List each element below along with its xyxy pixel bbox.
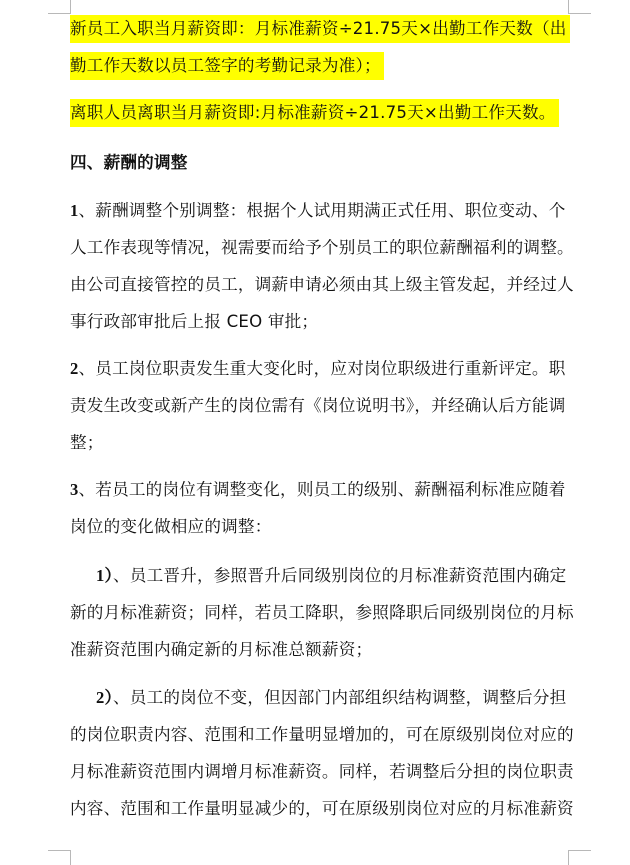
item1-line-4: 事行政部审批后上报 CEO 审批； [70, 312, 319, 331]
item1-line-2: 人工作表现等情况，视需要而给予个别员工的职位薪酬福利的调整。 [70, 238, 574, 257]
item-number: 1 [70, 201, 79, 220]
page-corner-top-right [568, 0, 591, 14]
page-corner-bottom-left [48, 850, 71, 865]
sub1-line-2: 新的月标准薪资；同样，若员工降职，参照降职后同级别岗位的月标 [70, 603, 574, 622]
item2-line-1 [70, 359, 566, 379]
item2-line-3: 整； [70, 433, 104, 452]
sub-item-number: 1） [96, 566, 113, 585]
section-heading: 四、薪酬的调整 [70, 153, 188, 172]
page-corner-bottom-right [568, 850, 591, 865]
item2-line-2: 责发生改变或新产生的岗位需有《岗位说明书》，并经确认后方能调 [70, 396, 566, 415]
highlighted-text: 勤工作天数以员工签字的考勤记录为准）； [70, 52, 384, 80]
sub2-line-2: 的岗位职责内容、范围和工作量明显增加的，可在原级别岗位对应的 [70, 725, 574, 744]
highlighted-text: 离职人员离职当月薪资即:月标准薪资÷21.75天×出勤工作天数。 [70, 99, 559, 127]
item3-line-2: 岗位的变化做相应的调整： [70, 517, 272, 536]
new-hire-salary-line-2[interactable] [70, 56, 384, 76]
sub1-line-3: 准薪资范围内确定新的月标准总额薪资； [70, 640, 373, 659]
sub-item-text: 、员工晋升，参照晋升后同级别岗位的月标准薪资范围内确定 [113, 566, 567, 585]
sub-item-text: 、员工的岗位不变，但因部门内部组织结构调整，调整后分担 [113, 688, 567, 707]
new-hire-salary-line-1[interactable] [70, 19, 570, 39]
item-text: 、员工岗位职责发生重大变化时，应对岗位职级进行重新评定。职 [78, 359, 566, 378]
sub1-line-1 [96, 566, 566, 586]
item3-line-1 [70, 480, 566, 500]
highlighted-text: 新员工入职当月薪资即：月标准薪资÷21.75天×出勤工作天数（出 [70, 15, 570, 43]
page-corner-top-left [48, 0, 71, 14]
item-text: 、若员工的岗位有调整变化，则员工的级别、薪酬福利标准应随着 [78, 480, 566, 499]
item-text: 、薪酬调整个别调整：根据个人试用期满正式任用、职位变动、个 [78, 201, 566, 220]
sub2-line-4: 内容、范围和工作量明显减少的，可在原级别岗位对应的月标准薪资 [70, 799, 574, 818]
sub-item-number: 2） [96, 688, 113, 707]
sub2-line-3: 月标准薪资范围内调增月标准薪资。同样，若调整后分担的岗位职责 [70, 762, 574, 781]
resign-salary-line[interactable] [70, 103, 559, 123]
item-number: 3 [70, 480, 79, 499]
item1-line-1 [70, 201, 566, 221]
item1-line-3: 由公司直接管控的员工，调薪申请必须由其上级主管发起，并经过人 [70, 275, 574, 294]
item-number: 2 [70, 359, 79, 378]
sub2-line-1 [96, 688, 566, 708]
